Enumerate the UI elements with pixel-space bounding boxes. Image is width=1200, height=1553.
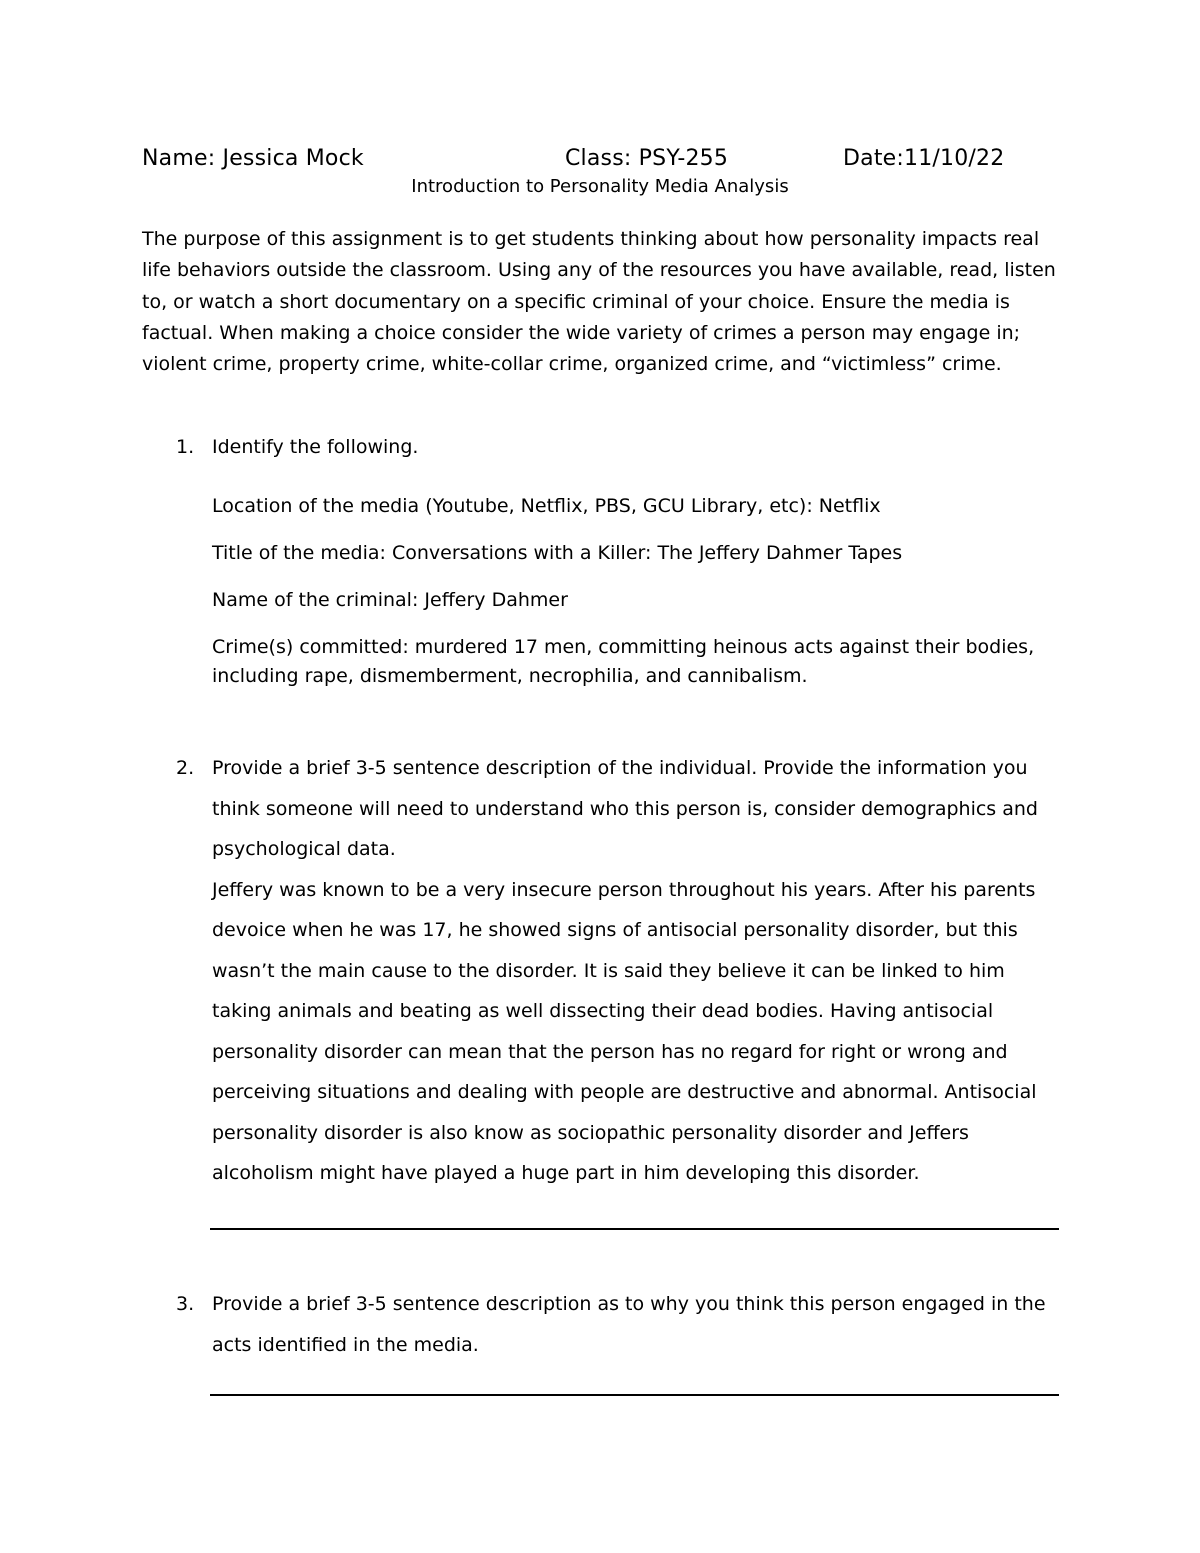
media-title-field: Title of the media: Conversations with a Killer: The Jeffery Dahmer Tapes	[212, 542, 903, 564]
question-2-answer: Jeffery was known to be a very insecure person throughout his years. After his parents devoice when he was 17, he showed signs of antisocial personality disorder, but this wasn’t the main cause to the disorder. It is said they believe it can be linked to him taking animals and beating as well dissecting their dead bodies. Having antisocial personality disorder can mean that the person has no regard for right or wrong and perceiving situations and dealing with people are destructive and abnormal. Antisocial personality disorder is also know as sociopathic personality disorder and Jeffers alcoholism might have played a huge part in him developing this disorder.	[212, 878, 1037, 1184]
question-2-number: 2.	[176, 757, 195, 779]
header-line	[142, 143, 1042, 175]
question-1-number: 1.	[176, 436, 195, 458]
question-2-prompt: Provide a brief 3-5 sentence description of the individual. Provide the information you think someone will need to understand who this person is, consider demographics and psychological data.	[212, 757, 1038, 860]
answer-underline-2	[210, 1394, 1059, 1396]
document-title: Introduction to Personality Media Analysis	[411, 176, 789, 197]
student-name: Name: Jessica Mock	[142, 146, 364, 171]
crimes-committed-field: Crime(s) committed: murdered 17 men, committing heinous acts against their bodies, including rape, dismemberment, necrophilia, and cannibalism.	[212, 636, 1035, 687]
class-name: Class: PSY-255	[565, 146, 729, 171]
criminal-name-field: Name of the criminal: Jeffery Dahmer	[212, 589, 568, 611]
answer-underline-1	[210, 1228, 1059, 1230]
question-2-block	[212, 748, 1062, 1194]
intro-paragraph: The purpose of this assignment is to get students thinking about how personality impacts real life behaviors outside the classroom. Using any of the resources you have available, read, listen to, or watch a short documentary on a specific criminal of your choice. Ensure the media is factual. When making a choice consider the wide variety of crimes a person may engage in; violent crime, property crime, white-collar crime, organized crime, and “victimless” crime.	[142, 228, 1056, 376]
question-3-prompt: Provide a brief 3-5 sentence description as to why you think this person engaged in the acts identified in the media.	[212, 1293, 1046, 1356]
assignment-date: Date:11/10/22	[843, 146, 1005, 171]
question-1-prompt: Identify the following.	[212, 436, 419, 458]
media-location-field: Location of the media (Youtube, Netflix, PBS, GCU Library, etc): Netflix	[212, 495, 881, 517]
question-3-number: 3.	[176, 1293, 195, 1315]
